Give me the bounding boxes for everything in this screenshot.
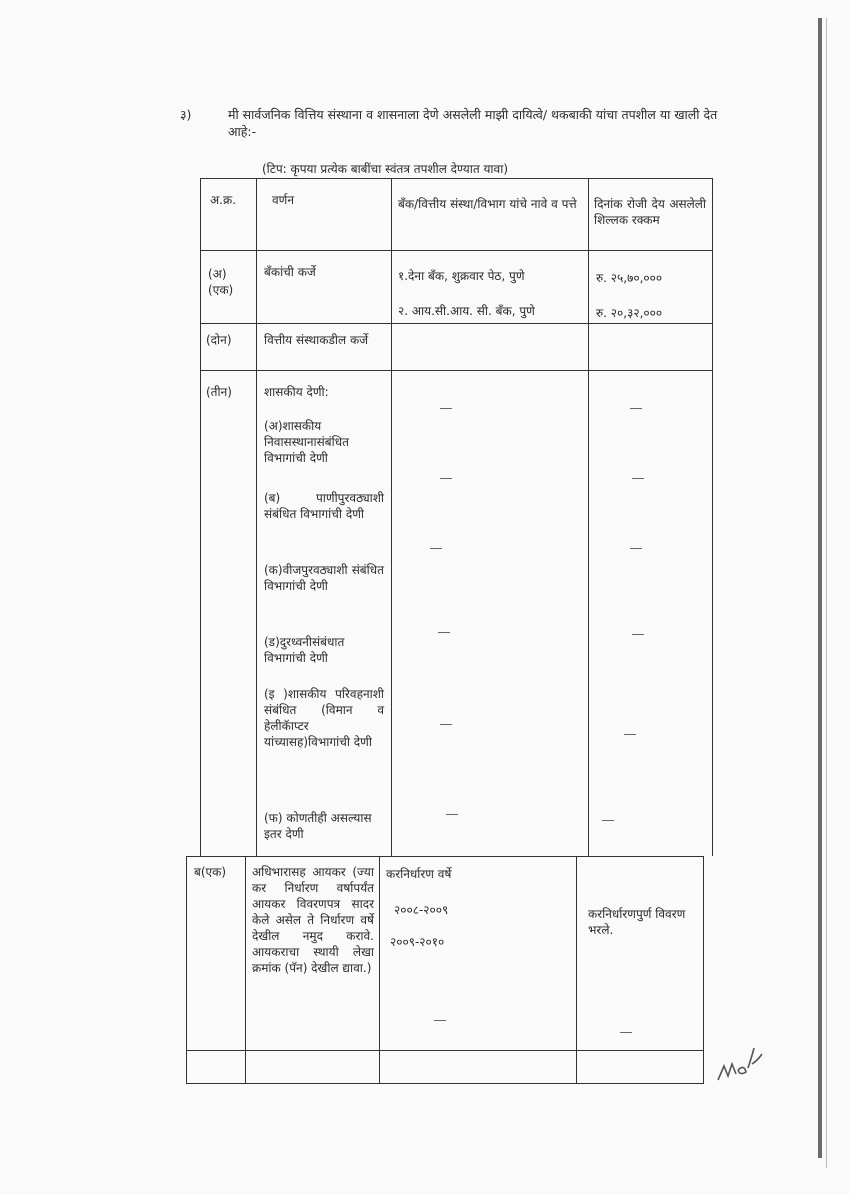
table-left-border (200, 178, 201, 856)
row2-serial: (दोन) (206, 333, 232, 347)
row3-item-d: (ड)दुरध्वनीसंबंधात विभागांची देणी (264, 635, 345, 665)
nil-dash (620, 1032, 632, 1033)
row4-amount: करनिर्धारणपुर्ण विवरण भरले. (588, 907, 686, 937)
row3-description: शासकीय देणी: (264, 385, 329, 399)
header-amount: दिनांक रोजी देय असलेली शिल्लक रक्कम (594, 197, 706, 227)
nil-dash (434, 1020, 446, 1021)
nil-dash (440, 724, 452, 725)
row3-item-b: (ब) पाणीपुरवठ्याशी संबंधित विभागांची देणी (264, 491, 384, 521)
row4-year2: २००९-२०१० (390, 935, 445, 949)
nil-dash (632, 478, 644, 479)
row1-amount1: रु. २५,७०,००० (596, 271, 663, 285)
row1-serial: (अ) (एक) (208, 267, 234, 297)
nil-dash (630, 408, 642, 409)
row3-item-a: (अ)शासकीय निवासस्थानासंबंधित विभागांची देणी (264, 419, 349, 465)
page-edge-line (826, 18, 827, 1168)
row4-serial: ब(एक) (194, 865, 227, 879)
row-divider-4 (186, 1050, 704, 1051)
col-divider-1 (256, 178, 257, 856)
nil-dash (630, 548, 642, 549)
row1-bank2: २. आय.सी.आय. सी. बँक, पुणे (398, 304, 535, 318)
row1-description: बँकांची कर्जे (264, 265, 316, 279)
row3-item-f: (फ) कोणतीही असल्यास इतर देणी (264, 811, 372, 841)
section-intro-text: मी सार्वजनिक वित्तिय संस्थाना व शासनाला देणे असलेली माझी दायित्वे/ थकबाकी यांचा तपशील या खाली देत आहे:- (228, 107, 718, 139)
table-right-border (712, 178, 713, 856)
row-divider-header (200, 250, 713, 251)
header-description: वर्णन (272, 193, 295, 207)
row1-amount2: रु. २०,३२,००० (596, 306, 663, 320)
nil-dash (624, 734, 636, 735)
signature (714, 1038, 770, 1088)
nil-dash (446, 814, 458, 815)
row3-item-c: (क)वीजपुरवठ्याशी संबंधित विभागांची देणी (264, 563, 384, 593)
col-divider-2 (391, 178, 392, 856)
nil-dash (430, 548, 442, 549)
col-divider-3 (588, 178, 589, 856)
header-serial: अ.क्र. (210, 193, 237, 207)
nil-dash (438, 632, 450, 633)
row3-serial: (तीन) (206, 385, 232, 399)
table-bottom-border (186, 1083, 704, 1084)
row-divider-2 (200, 370, 713, 371)
row-divider-3 (186, 856, 704, 857)
row4-description: अधिभारासह आयकर (ज्या कर निर्धारण वर्षापर्यंत आयकर विवरणपत्र सादर केले असेल ते निर्धारण वर्षे देखील नमुद करावे. आयकराचा स्थायी लेखा क्रमांक (पॅन) देखील द्यावा.) (252, 865, 374, 975)
nil-dash (602, 820, 614, 821)
header-institution: बँक/वित्तीय संस्था/विभाग यांचे नावे व पत्ते (398, 197, 577, 211)
row1-bank1: १.देना बँक, शुक्रवार पेठ, पुणे (398, 269, 525, 283)
section-number: ३) (180, 107, 192, 122)
section-note: (टिप: कृपया प्रत्येक बाबींचा स्वंतत्र तपशील देण्यात यावा) (262, 162, 509, 176)
table-top-border (200, 178, 713, 179)
row2-description: वित्तीय संस्थाकडील कर्जे (264, 333, 369, 347)
row4-year1: २००८-२००९ (394, 903, 449, 917)
nil-dash (440, 478, 452, 479)
row-divider-1 (200, 323, 713, 324)
row3-item-e: (इ )शासकीय परिवहनाशी संबंधित (विमान व हेलीकॅाप्टर यांच्यासह)विभागांची देणी (264, 687, 384, 749)
nil-dash (632, 634, 644, 635)
page-edge (818, 18, 822, 1158)
nil-dash (440, 408, 452, 409)
row4-year-label: करनिर्धारण वर्षे (386, 867, 452, 881)
